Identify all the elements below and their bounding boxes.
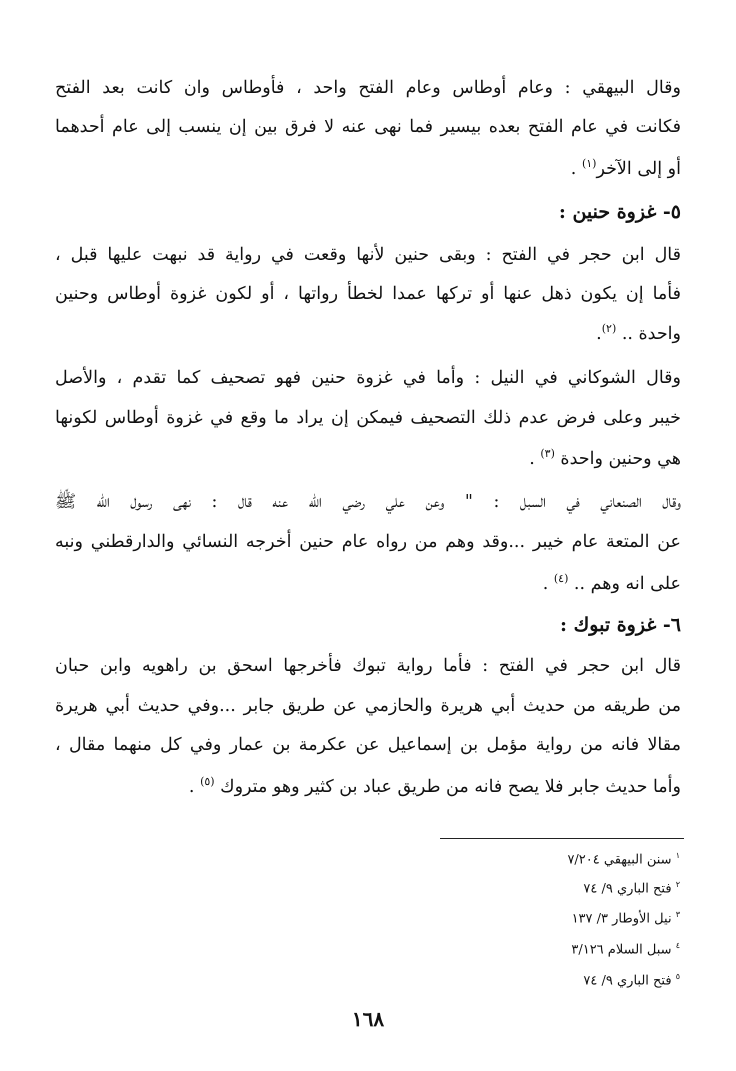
footnote-2-number: ٢ (675, 880, 680, 889)
footnote-ref-1: (١) (581, 157, 597, 170)
paragraph-1-line-3 (55, 157, 681, 180)
footnote-4-text: سبل السلام ٣/١٢٦ (571, 942, 672, 958)
paragraph-3-line-2: خيبر وعلى فرض عدم ذلك التصحيف فيمكن إن يراد ما وقع في غزوة أوطاس لكونها (55, 408, 681, 428)
footnote-3 (572, 910, 680, 927)
footnote-ref-4: (٤) (553, 572, 569, 585)
footnote-5-number: ٥ (675, 972, 680, 981)
paragraph-2-text-end: واحدة .. (616, 323, 681, 344)
paragraph-2-end: . (596, 323, 602, 344)
paragraph-5-line-4 (55, 775, 681, 798)
paragraph-1-text-end: أو إلى الآخر (596, 158, 681, 179)
paragraph-5-text-end: وأما حديث جابر فلا يصح فانه من طريق عباد بن كثير وهو متروك (214, 776, 681, 797)
footnote-2-text: فتح الباري ٩/ ٧٤ (583, 881, 672, 897)
page-number: ١٦٨ (351, 1007, 385, 1031)
footnote-ref-5: (٥) (200, 775, 215, 788)
footnote-3-number: ٣ (675, 910, 680, 919)
footnote-5-text: فتح الباري ٩/ ٧٤ (583, 973, 672, 989)
footnote-1 (567, 851, 680, 868)
footnote-5 (583, 972, 680, 989)
footnote-2 (583, 880, 680, 897)
paragraph-4-end: . (542, 573, 554, 594)
paragraph-3-text-end: هي وحنين واحدة (554, 448, 681, 469)
section-heading-hunayn: ٥- غزوة حنين : (558, 201, 681, 223)
paragraph-5-line-2: من طريقه من حديث أبي هريرة والحازمي عن طريق جابر ...وفي حديث أبي هريرة (55, 696, 681, 716)
paragraph-2-line-3 (55, 322, 681, 345)
paragraph-3-end: . (529, 448, 541, 469)
paragraph-5-end: . (188, 776, 201, 797)
footnote-separator (440, 838, 684, 839)
paragraph-5-line-1: قال ابن حجر في الفتح : فأما رواية تبوك فأخرجها اسحق بن راهويه وابن حبان (55, 656, 681, 676)
paragraph-4-line-3 (55, 572, 681, 595)
section-heading-tabuk: ٦- غزوة تبوك : (559, 614, 681, 636)
paragraph-3-line-1: وقال الشوكاني في النيل : وأما في غزوة حنين فهو تصحيف كما تقدم ، والأصل (55, 368, 681, 388)
paragraph-3-line-3 (55, 447, 681, 470)
footnote-1-text: سنن البيهقي ٧/٢٠٤ (567, 852, 672, 868)
footnote-3-text: نيل الأوطار ٣/ ١٣٧ (571, 911, 672, 927)
paragraph-1-line-2: فكانت في عام الفتح بعده بيسير فما نهى عنه لا فرق بين إن ينسب إلى عام أحدهما (55, 117, 681, 137)
paragraph-5-line-3: مقالا فانه من رواية مؤمل بن إسماعيل عن عكرمة بن عمار وفي كل منهما مقال ، (55, 735, 681, 755)
paragraph-2-line-1: قال ابن حجر في الفتح : وبقى حنين لأنها وقعت في رواية قد نبهت عليها قبل ، (55, 245, 681, 265)
paragraph-4-text-end: على انه وهم .. (568, 573, 681, 594)
paragraph-2-line-2: فأما إن يكون ذهل عنها أو تركها عمدا لخطأ رواتها ، أو لكون غزوة أوطاس وحنين (55, 284, 681, 304)
paragraph-4-line-1: وقال الصنعاني في السبل : " وعن علي رضي الله عنه قال : نهى رسول الله ﷺ (55, 492, 681, 512)
paragraph-4-line-2: عن المتعة عام خيبر ...وقد وهم من رواه عام حنين أخرجه النسائي والدارقطني ونبه (55, 532, 681, 552)
footnote-4 (571, 941, 680, 958)
paragraph-1-line-1: وقال البيهقي : وعام أوطاس وعام الفتح واحد ، فأوطاس وان كانت بعد الفتح (55, 78, 681, 98)
footnote-4-number: ٤ (675, 941, 680, 950)
paragraph-1-end: . (570, 158, 582, 179)
footnote-ref-3: (٣) (540, 447, 555, 460)
footnote-ref-2: (٢) (601, 322, 617, 335)
footnote-1-number: ١ (675, 851, 680, 860)
